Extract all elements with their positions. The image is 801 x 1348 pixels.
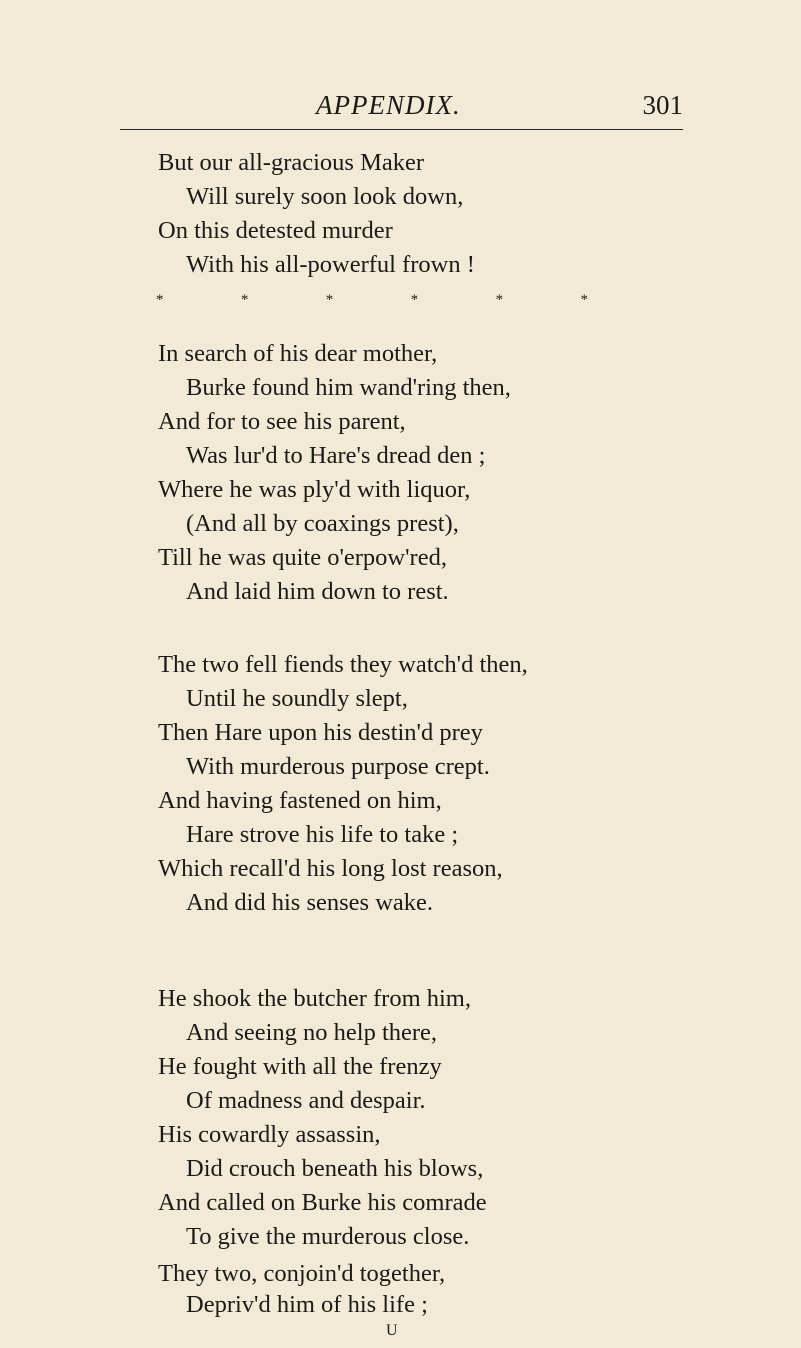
verse-line: And did his senses wake.	[186, 889, 434, 916]
asterisk: *	[495, 292, 504, 308]
verse-line: Hare strove his life to take ;	[186, 821, 459, 848]
verse-line: And for to see his parent,	[158, 408, 406, 435]
verse-line: Was lur'd to Hare's dread den ;	[186, 442, 486, 469]
verse-line: Burke found him wand'ring then,	[186, 374, 511, 401]
asterisk: *	[240, 292, 249, 308]
asterisk: *	[325, 292, 334, 308]
verse-line: And called on Burke his comrade	[158, 1189, 487, 1216]
asterisk: *	[156, 292, 164, 308]
section-separator	[156, 292, 588, 314]
verse-line: (And all by coaxings prest),	[186, 510, 459, 537]
signature-mark: U	[386, 1322, 398, 1339]
verse-line: They two, conjoin'd together,	[158, 1260, 446, 1287]
running-title: APPENDIX.	[316, 90, 461, 120]
verse-line: He shook the butcher from him,	[158, 985, 471, 1012]
asterisk: *	[410, 292, 419, 308]
verse-line: His cowardly assassin,	[158, 1121, 381, 1148]
verse-line: On this detested murder	[158, 217, 393, 244]
verse-line: Then Hare upon his destin'd prey	[158, 719, 483, 746]
verse-line: Of madness and despair.	[186, 1087, 426, 1114]
verse-line: And having fastened on him,	[158, 787, 442, 814]
verse-line: In search of his dear mother,	[158, 340, 438, 367]
verse-line: Depriv'd him of his life ;	[186, 1291, 428, 1318]
verse-line: With his all-powerful frown !	[186, 251, 475, 278]
verse-line: The two fell fiends they watch'd then,	[158, 651, 528, 678]
asterisk: *	[580, 292, 588, 308]
verse-line: But our all-gracious Maker	[158, 149, 425, 176]
verse-line: Where he was ply'd with liquor,	[158, 476, 471, 503]
verse-line: Till he was quite o'erpow'red,	[158, 544, 447, 571]
verse-line: Did crouch beneath his blows,	[186, 1155, 484, 1182]
verse-line: Which recall'd his long lost reason,	[158, 855, 503, 882]
verse-line: Will surely soon look down,	[186, 183, 464, 210]
page-number: 301	[642, 90, 683, 120]
header-rule	[120, 129, 683, 130]
running-header	[120, 90, 683, 124]
verse-line: And seeing no help there,	[186, 1019, 438, 1046]
verse-line: Until he soundly slept,	[186, 685, 408, 712]
verse-line: With murderous purpose crept.	[186, 753, 490, 780]
verse-line: And laid him down to rest.	[186, 578, 449, 605]
verse-line: He fought with all the frenzy	[158, 1053, 442, 1080]
verse-line: To give the murderous close.	[186, 1223, 470, 1250]
